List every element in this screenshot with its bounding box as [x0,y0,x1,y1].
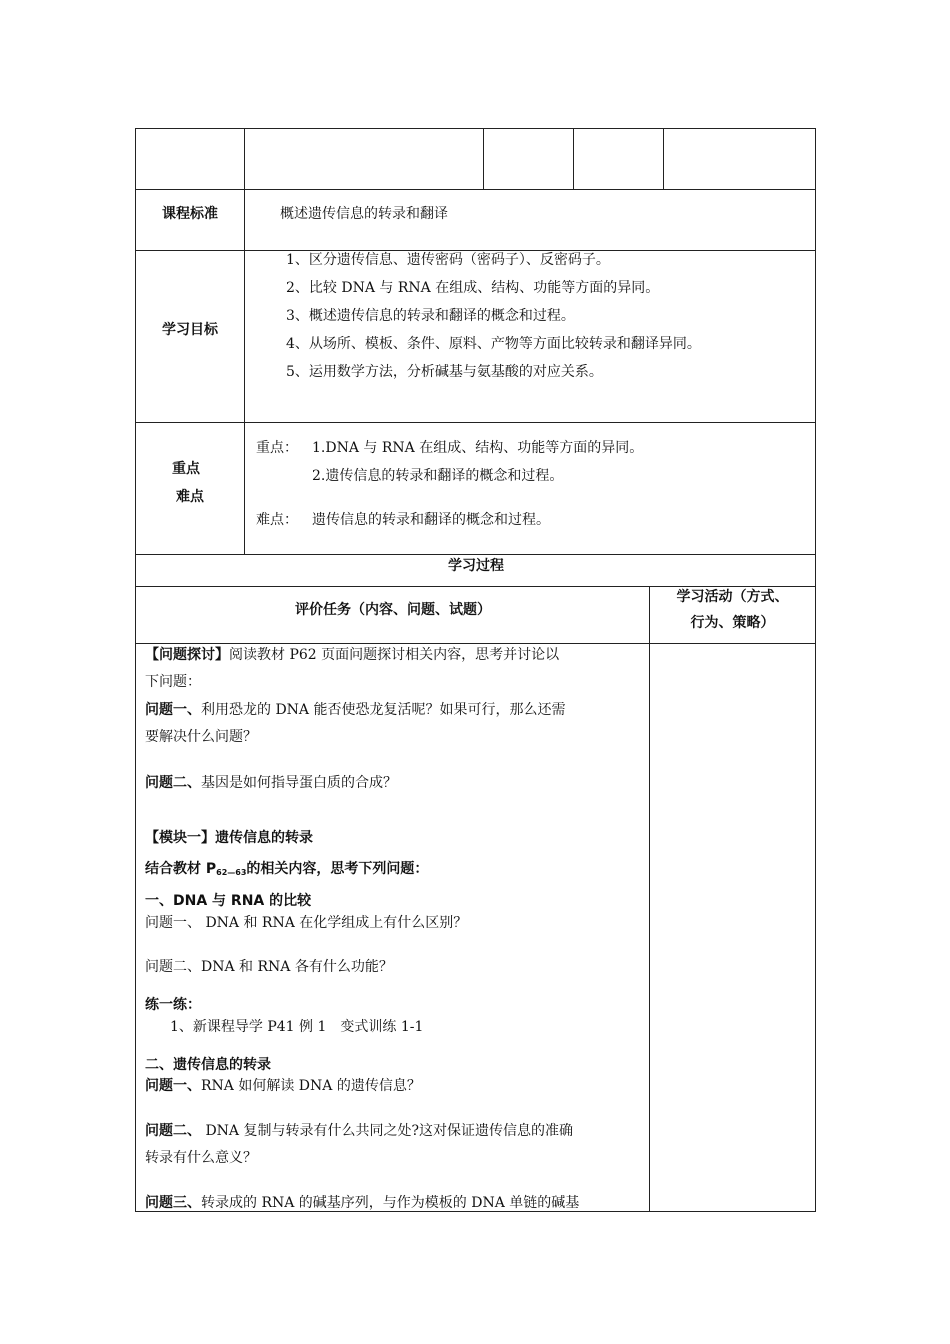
section-2-question-3 [145,1193,579,1213]
header-col-divider [483,128,484,189]
difficult-text: 遗传信息的转录和翻译的概念和过程。 [312,512,550,528]
activity-column-header-line1: 学习活动（方式、 [676,589,789,605]
section-2-question-1 [145,1076,421,1096]
row-divider [135,189,816,190]
row-divider [135,643,816,644]
objective-item: 4、从场所、模板、条件、原料、产物等方面比较转录和翻译异同。 [286,336,701,352]
section-2-question-1-label: 问题一、 [145,1078,201,1094]
table-border-right [815,128,816,1212]
combine-instruction [145,859,428,883]
label-column-divider [244,128,245,554]
practice-item: 1、新课程导学 P41 例 1 变式训练 1-1 [170,1019,424,1035]
section-2-question-1-text: RNA 如何解读 DNA 的遗传信息？ [201,1078,421,1094]
section-2-question-2-cont: 转录有什么意义？ [145,1150,257,1166]
question-1-label: 问题一、 [145,702,201,718]
section-1-question-1: 问题一、 DNA 和 RNA 在化学组成上有什么区别？ [145,915,468,931]
question-1-text-cont: 要解决什么问题？ [145,729,257,745]
objective-item: 1、区分遗传信息、遗传密码（密码子）、反密码子。 [286,252,610,268]
question-2-text: 基因是如何指导蛋白质的合成？ [201,775,397,791]
module-1-title: 【模块一】遗传信息的转录 [145,830,313,846]
discussion-line [145,645,559,665]
header-col-divider [573,128,574,189]
header-col-divider [663,128,664,189]
question-2 [145,773,397,793]
combine-prefix: 结合教材 P [145,861,217,877]
practice-label: 练一练： [145,997,201,1013]
question-1 [145,700,565,720]
table-border-left [135,128,136,1212]
section-1-question-2: 问题二、DNA 和 RNA 各有什么功能？ [145,959,393,975]
objective-item: 5、运用数学方法，分析碱基与氨基酸的对应关系。 [286,364,603,380]
activity-column-divider [649,586,650,1212]
curriculum-standard-content: 概述遗传信息的转录和翻译 [280,206,448,222]
curriculum-standard-label: 课程标准 [162,206,218,222]
task-column-header: 评价任务（内容、问题、试题） [295,602,491,618]
key-label: 重点： [256,440,298,456]
section-2-question-2-label: 问题二、 [145,1123,201,1139]
key-points-label: 重点 [172,461,200,477]
objective-item: 2、比较 DNA 与 RNA 在组成、结构、功能等方面的异同。 [286,280,660,296]
learning-objectives-label: 学习目标 [162,322,218,338]
section-2-question-2-text: DNA 复制与转录有什么共同之处?这对保证遗传信息的准确 [201,1123,573,1139]
section-2-question-3-text: 转录成的 RNA 的碱基序列，与作为模板的 DNA 单链的碱基 [201,1195,580,1211]
page-range: 62—63 [216,868,247,877]
section-2-question-3-label: 问题三、 [145,1195,201,1211]
activity-column-header-line2: 行为、策略） [690,615,775,631]
discussion-text-cont: 下问题： [145,674,201,690]
discussion-text: 阅读教材 P62 页面问题探讨相关内容，思考并讨论以 [229,647,560,663]
combine-suffix: 的相关内容，思考下列问题： [246,861,429,877]
section-2-title: 二、遗传信息的转录 [145,1057,271,1073]
process-title: 学习过程 [448,558,504,574]
key-item: 2.遗传信息的转录和翻译的概念和过程。 [312,468,564,484]
question-1-text: 利用恐龙的 DNA 能否使恐龙复活呢？如果可行，那么还需 [201,702,566,718]
question-2-label: 问题二、 [145,775,201,791]
header-cell [136,129,244,189]
key-item: 1.DNA 与 RNA 在组成、结构、功能等方面的异同。 [312,440,644,456]
row-divider [135,554,816,555]
difficult-points-label: 难点 [176,489,204,505]
objective-item: 3、概述遗传信息的转录和翻译的概念和过程。 [286,308,575,324]
section-2-question-2 [145,1121,573,1141]
section-1-title: 一、DNA 与 RNA 的比较 [145,893,312,909]
discussion-label: 【问题探讨】 [145,647,229,663]
row-divider [135,422,816,423]
difficult-label: 难点： [256,512,298,528]
